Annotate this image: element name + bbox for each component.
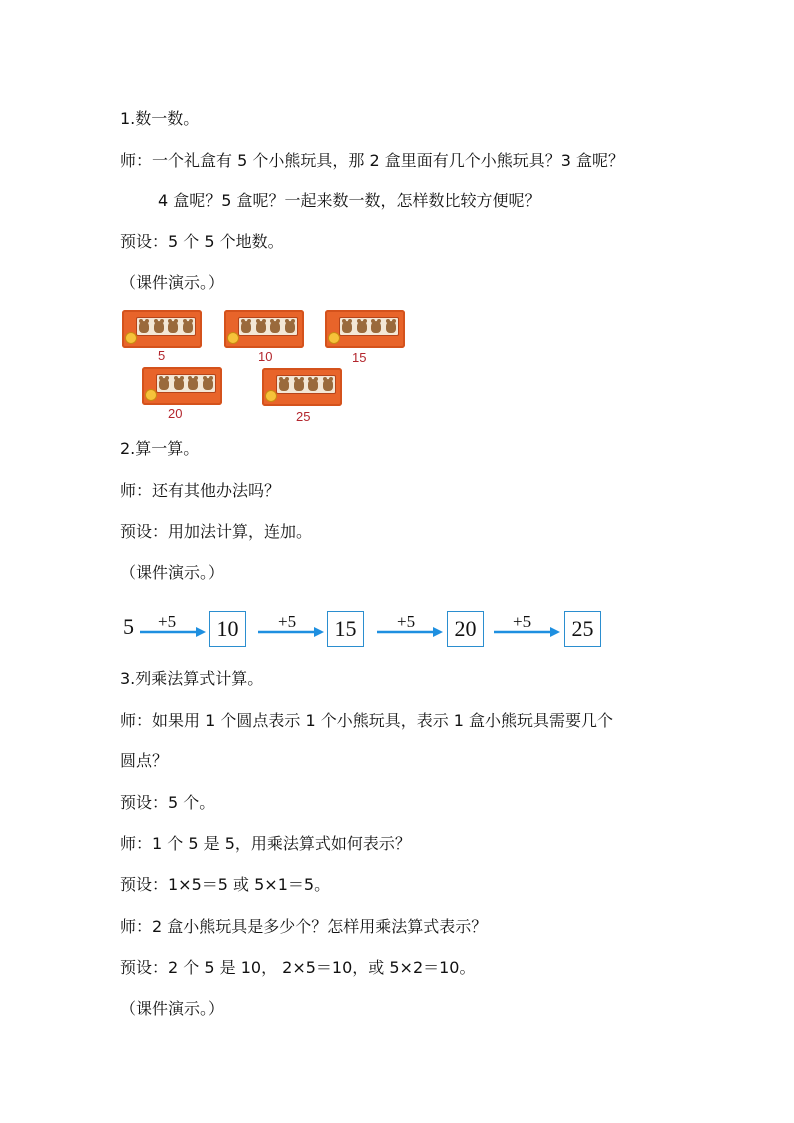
- chain-result-box: 10: [209, 611, 246, 647]
- teacher-question: 师：1 个 5 是 5，用乘法算式如何表示？: [120, 834, 411, 853]
- gift-box: [122, 310, 202, 348]
- gift-box-count-label: 25: [296, 409, 311, 424]
- gift-box: [325, 310, 405, 348]
- teacher-question-continued: 圆点？: [120, 751, 169, 770]
- gift-box-count-label: 5: [158, 348, 166, 363]
- seal-icon: [227, 332, 239, 344]
- arrow-right-icon: [258, 626, 324, 638]
- arrow-right-icon: [140, 626, 206, 638]
- gift-box: [224, 310, 304, 348]
- section-2-title: 2.算一算。: [120, 439, 200, 458]
- gift-box-count-label: 20: [168, 406, 183, 421]
- preset-answer: 预设：2 个 5 是 10， 2×5＝10，或 5×2＝10。: [120, 958, 476, 977]
- preset-answer: 预设：5 个 5 个地数。: [120, 232, 284, 251]
- chain-operator-label: +5: [397, 612, 416, 631]
- chain-operator-label: +5: [513, 612, 532, 631]
- preset-answer: 预设：1×5＝5 或 5×1＝5。: [120, 875, 331, 894]
- gift-box: [142, 367, 222, 405]
- arrow-right-icon: [377, 626, 443, 638]
- seal-icon: [125, 332, 137, 344]
- chain-result-box: 25: [564, 611, 601, 647]
- seal-icon: [145, 389, 157, 401]
- teacher-question: 师：还有其他办法吗？: [120, 481, 281, 500]
- gift-box: [262, 368, 342, 406]
- chain-start-number: 5: [123, 614, 134, 639]
- gift-box-count-label: 10: [258, 349, 273, 364]
- chain-operator-label: +5: [158, 612, 177, 631]
- chain-result-box: 20: [447, 611, 484, 647]
- seal-icon: [265, 390, 277, 402]
- section-1-title: 1.数一数。: [120, 109, 200, 128]
- courseware-demo-note: （课件演示。）: [120, 999, 225, 1018]
- courseware-demo-note: （课件演示。）: [120, 563, 225, 582]
- chain-operator-label: +5: [278, 612, 297, 631]
- preset-answer: 预设：用加法计算，连加。: [120, 522, 313, 541]
- arrow-right-icon: [494, 626, 560, 638]
- chain-result-box: 15: [327, 611, 364, 647]
- courseware-demo-note: （课件演示。）: [120, 273, 225, 292]
- preset-answer: 预设：5 个。: [120, 793, 216, 812]
- teacher-question: 师：一个礼盒有 5 个小熊玩具，那 2 盒里面有几个小熊玩具？3 盒呢？: [120, 151, 624, 170]
- section-3-title: 3.列乘法算式计算。: [120, 669, 264, 688]
- teacher-question: 师：如果用 1 个圆点表示 1 个小熊玩具，表示 1 盒小熊玩具需要几个: [120, 711, 614, 730]
- gift-box-count-label: 15: [352, 350, 367, 365]
- teacher-question-continued: 4 盒呢？5 盒呢？一起来数一数，怎样数比较方便呢？: [158, 191, 541, 210]
- teacher-question: 师：2 盒小熊玩具是多少个？怎样用乘法算式表示？: [120, 917, 488, 936]
- seal-icon: [328, 332, 340, 344]
